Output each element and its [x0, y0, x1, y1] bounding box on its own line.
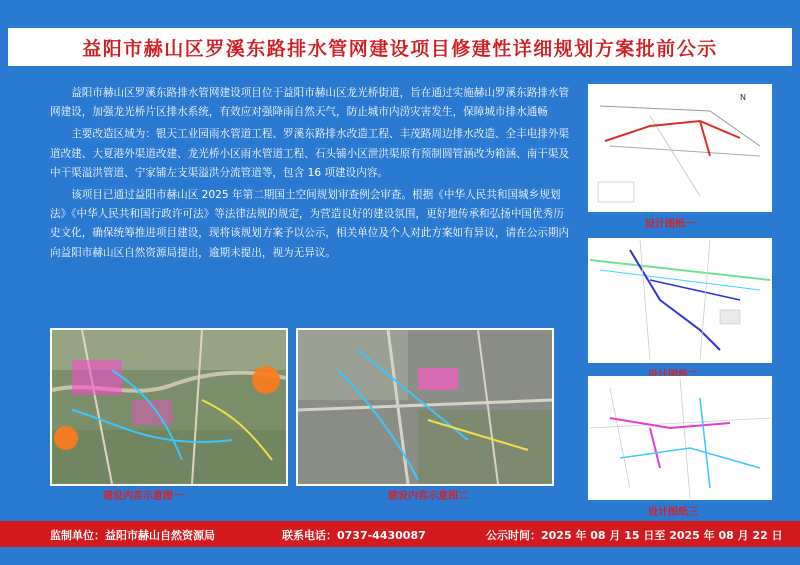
design-drawing-1-image	[590, 86, 770, 210]
design-drawing-2-image	[590, 240, 770, 361]
design-caption-3: 设计图纸三	[648, 507, 698, 518]
footer-bar	[0, 521, 800, 547]
paragraph-scope: 主要改造区域为：银天工业园雨水管道工程、罗溪东路排水改造工程、丰茂路周边排水改造、全丰电排外渠道改建、大夏港外渠道改建、龙光桥小区雨水管道工程、石头铺小区泄洪渠原有预制圆管涵改为箱涵、南干渠及中干渠溢洪管道、宁家铺左支渠溢洪分流管道等，包含 16 项建设内容。	[50, 128, 570, 179]
paragraph-approval: 该项目已通过益阳市赫山区 2025 年第二期国土空间规划审查例会审查。根据《中华人民共和国城乡规划法》《中华人民共和国行政许可法》等法律法规的规定，为营造良好的建设氛围，更好地传承和弘扬中国优秀历史文化，确保统筹推进项目建设，现将该规划方案予以公示，相关单位及个人对此方案如有异议，请在公示期内向益阳市赫山区自然资源局提出，逾期未提出，视为无异议。	[50, 189, 570, 259]
announcement-body	[50, 84, 572, 266]
title-bar	[8, 28, 792, 66]
design-drawing-3	[588, 376, 772, 500]
photo-caption-1: 建设内容示意图一	[103, 491, 183, 502]
paragraph-location: 益阳市赫山区罗溪东路排水管网建设项目位于益阳市赫山区龙光桥街道，旨在通过实施赫山罗溪东路排水管网建设，加强龙光桥片区排水系统，有效应对强降雨自然天气，防止城市内涝灾害发生，保障城市排水通畅	[50, 87, 570, 119]
design-caption-1: 设计图纸一	[645, 219, 695, 230]
aerial-map-1	[50, 328, 288, 486]
aerial-map-2	[296, 328, 554, 486]
aerial-map-1-image	[52, 330, 286, 484]
design-drawing-1	[588, 84, 772, 212]
publicity-period: 公示时间：2025 年 08 月 15 日至 2025 年 08 月 22 日	[486, 529, 783, 542]
supervisor-unit: 监制单位：益阳市赫山自然资源局	[50, 529, 215, 542]
aerial-map-2-image	[298, 330, 552, 484]
svg-text:N: N	[740, 93, 746, 102]
design-drawing-3-image	[590, 378, 770, 498]
contact-phone: 联系电话：0737-4430087	[282, 529, 426, 542]
page-title: 益阳市赫山区罗溪东路排水管网建设项目修建性详细规划方案批前公示	[82, 37, 718, 60]
design-drawing-2	[588, 238, 772, 363]
photo-caption-2: 建设内容示意图二	[388, 491, 468, 502]
